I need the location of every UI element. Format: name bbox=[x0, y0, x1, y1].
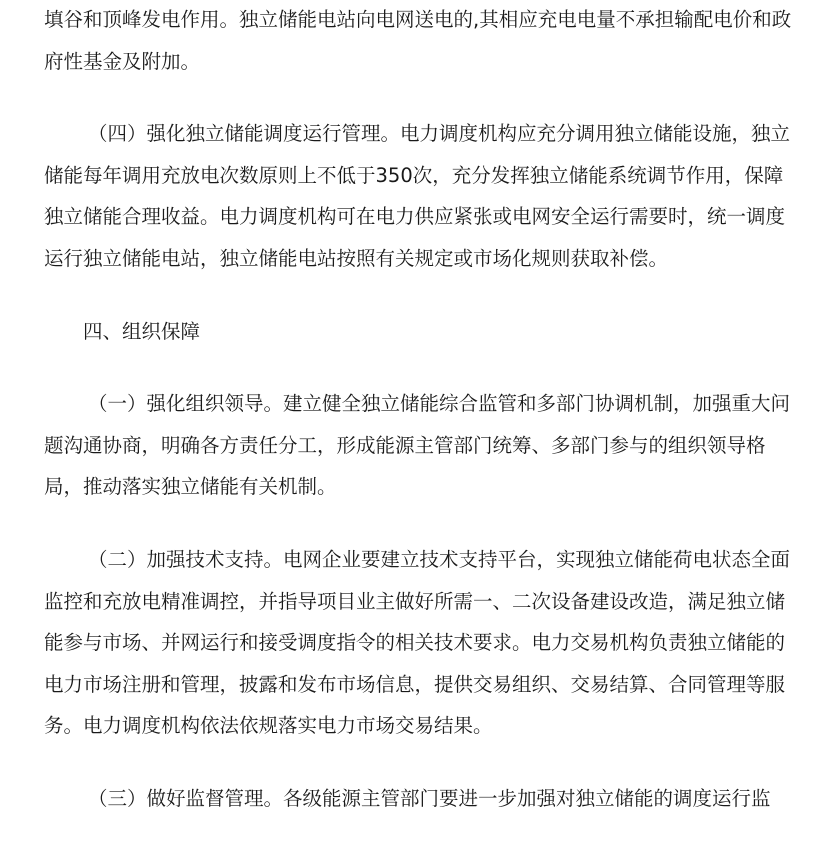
section-heading bbox=[44, 311, 804, 353]
paragraph-dispatch-management bbox=[44, 113, 804, 279]
text-line: 能参与市场、并网运行和接受调度指令的相关技术要求。电力交易机构负责独立储能的 bbox=[44, 631, 786, 655]
paragraph-technical-support bbox=[44, 539, 804, 747]
text-line: 局，推动落实独立储能有关机制。 bbox=[44, 475, 337, 499]
text-line: 府性基金及附加。 bbox=[44, 49, 201, 73]
text-line: 电力市场注册和管理，披露和发布市场信息，提供交易组织、交易结算、合同管理等服 bbox=[44, 672, 786, 696]
text-line: 运行独立储能电站，独立储能电站按照有关规定或市场化规则获取补偿。 bbox=[44, 246, 669, 270]
text-line: （二）加强技术支持。电网企业要建立技术支持平台，实现独立储能荷电状态全面 bbox=[88, 547, 791, 571]
paragraph-organization-leadership bbox=[44, 383, 804, 508]
text-line: 独立储能合理收益。电力调度机构可在电力供应紧张或电网安全运行需要时，统一调度 bbox=[44, 205, 786, 229]
paragraph-supervision bbox=[44, 778, 804, 820]
text-line: （三）做好监督管理。各级能源主管部门要进一步加强对独立储能的调度运行监 bbox=[88, 786, 771, 810]
text-line: 题沟通协商，明确各方责任分工，形成能源主管部门统筹、多部门参与的组织领导格 bbox=[44, 433, 766, 457]
document-body bbox=[44, 0, 804, 851]
text-line: （一）强化组织领导。建立健全独立储能综合监管和多部门协调机制，加强重大问 bbox=[88, 392, 791, 416]
heading-text: 四、组织保障 bbox=[83, 319, 201, 343]
paragraph-continuation bbox=[44, 0, 804, 82]
text-line: 务。电力调度机构依法依规落实电力市场交易结果。 bbox=[44, 714, 493, 738]
text-line: 监控和充放电精准调控，并指导项目业主做好所需一、二次设备建设改造，满足独立储 bbox=[44, 589, 786, 613]
text-line: （四）强化独立储能调度运行管理。电力调度机构应充分调用独立储能设施，独立 bbox=[88, 122, 791, 146]
text-line: 储能每年调用充放电次数原则上不低于350次，充分发挥独立储能系统调节作用，保障 bbox=[44, 163, 784, 187]
text-line: 填谷和顶峰发电作用。独立储能电站向电网送电的,其相应充电电量不承担输配电价和政 bbox=[44, 8, 792, 31]
